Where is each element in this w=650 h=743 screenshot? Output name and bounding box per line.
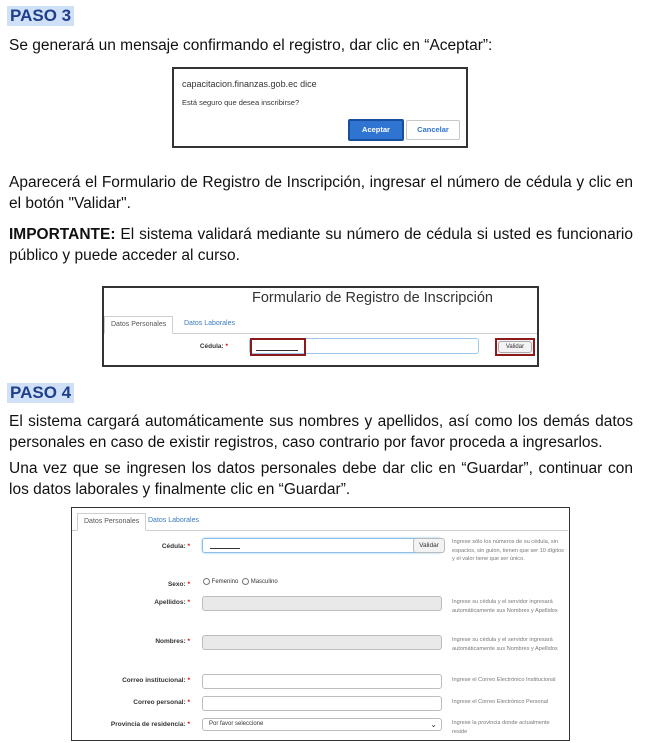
f2-correo-pers-hint: Ingrese el Correo Electrónico Personal [452, 699, 549, 705]
f2-correo-inst-hint: Ingrese el Correo Electrónico Institucional [452, 677, 556, 683]
f2-provincia-select[interactable] [202, 718, 442, 731]
tab-datos-personales[interactable]: Datos Personales [104, 316, 173, 334]
important-label: IMPORTANTE: [9, 226, 116, 243]
f2-nombres-label: Nombres: * [155, 638, 190, 645]
dialog-domain: capacitacion.finanzas.gob.ec dice [182, 79, 317, 89]
f2-apellidos-input[interactable] [202, 596, 442, 611]
radio-femenino[interactable] [203, 578, 210, 585]
tab-datos-laborales[interactable]: Datos Laborales [184, 320, 235, 327]
f2-cedula-label: Cédula: * [161, 543, 190, 550]
f2-correo-inst-input[interactable] [202, 674, 442, 689]
f2-nombres-input[interactable] [202, 635, 442, 650]
form-title: Formulario de Registro de Inscripción [252, 290, 493, 306]
f2-correo-pers-label: Correo personal: * [133, 699, 190, 706]
step4-text-save: Una vez que se ingresen los datos personales debe dar clic en “Guardar”, continuar con los datos laborales y finalmente clic en “Guardar”. [9, 460, 633, 498]
f2-provincia-value: Por favor seleccione [209, 721, 264, 727]
radio-masculino[interactable] [242, 578, 249, 585]
f2-correo-inst-label: Correo institucional: * [122, 677, 190, 684]
f2-apellidos-label: Apellidos: * [154, 599, 190, 606]
form1-tabbar [104, 316, 537, 334]
validar-button[interactable]: Validar [498, 341, 532, 353]
cedula-label: Cédula: * [199, 343, 228, 350]
radio-masculino-label: Masculino [250, 579, 278, 586]
f2-sexo-group [203, 578, 278, 585]
tab2-datos-personales[interactable]: Datos Personales [77, 513, 146, 531]
f2-provincia-label: Provincia de residencia: * [110, 721, 190, 728]
f2-apellidos-hint: Ingrese su cédula y el servidor ingresará automáticamente sus Nombres y Apellidos [452, 599, 558, 614]
step3-instruction: Se generará un mensaje confirmando el registro, dar clic en “Aceptar”: [9, 37, 493, 54]
validar-highlight [495, 338, 535, 356]
f2-validar-button[interactable]: Validar [413, 538, 445, 553]
personal-data-form-preview [71, 507, 570, 741]
chevron-down-icon: ⌄ [430, 720, 437, 729]
form2-tabbar [72, 513, 568, 531]
important-note [9, 224, 633, 266]
step4-text-auto: El sistema cargará automáticamente sus nombres y apellidos, así como los demás datos personales en caso de existir registros, caso contrario por favor proceda a ingresarlos. [9, 413, 633, 451]
f2-correo-pers-input[interactable] [202, 696, 442, 711]
tab2-datos-laborales[interactable]: Datos Laborales [148, 517, 199, 524]
step3-form-instruction: Aparecerá el Formulario de Registro de Inscripción, ingresar el número de cédula y clic en el botón "Validar". [9, 174, 633, 212]
f2-sexo-label: Sexo: * [167, 581, 190, 588]
step4-title: PASO 4 [7, 383, 74, 403]
cedula-highlight [250, 338, 306, 356]
f2-nombres-hint: Ingrese su cédula y el servidor ingresará automáticamente sus Nombres y Apellidos [452, 637, 558, 652]
step3-title: PASO 3 [7, 6, 74, 26]
accept-button[interactable]: Aceptar [348, 119, 404, 141]
registration-form-preview [102, 286, 539, 367]
cancel-button[interactable]: Cancelar [406, 120, 460, 140]
f2-cedula-input[interactable] [202, 538, 442, 553]
f2-provincia-hint: Ingrese la provincia donde actualmente reside [452, 720, 550, 735]
confirm-dialog [172, 67, 468, 148]
radio-femenino-label: Femenino [211, 579, 239, 586]
important-text: El sistema validará mediante su número de cédula si usted es funcionario público y puede acceder al curso. [9, 226, 633, 264]
f2-cedula-hint: Ingrese sólo los números de su cédula, sin espacios, sin guion, tienen que ser 10 dígitos y el valor tiene que ser único. [452, 539, 564, 562]
dialog-message: Está seguro que desea inscribirse? [182, 98, 300, 107]
